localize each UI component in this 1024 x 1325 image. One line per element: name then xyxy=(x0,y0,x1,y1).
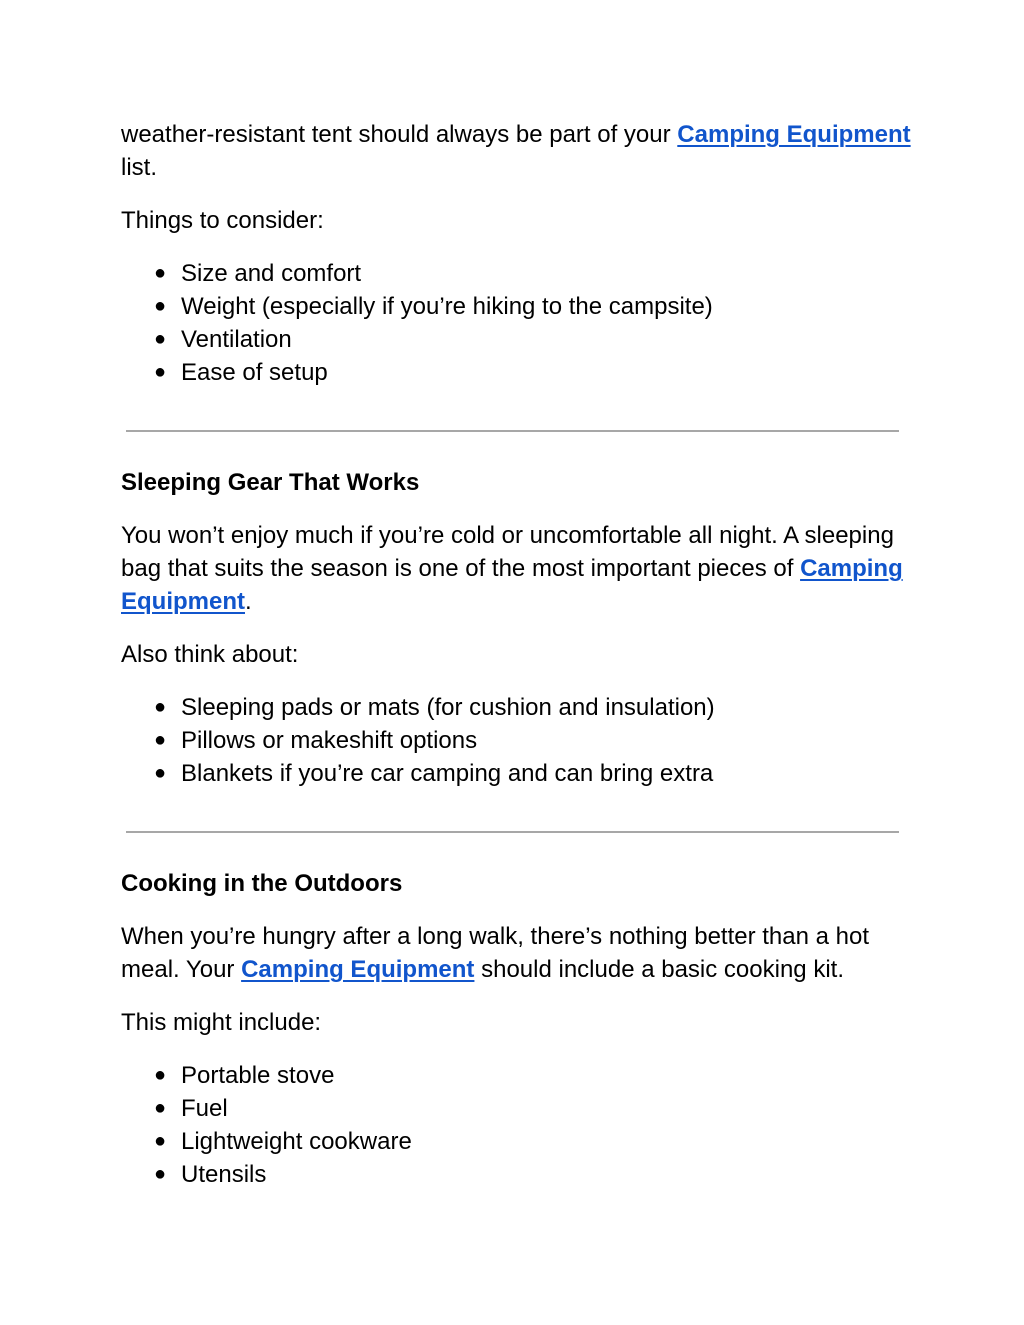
list-item: ● Weight (especially if you’re hiking to the campsite) xyxy=(121,290,911,323)
cooking-text-after: should include a basic cooking kit. xyxy=(474,956,844,983)
list-item: ● Lightweight cookware xyxy=(121,1125,911,1158)
cooking-heading: Cooking in the Outdoors xyxy=(121,870,403,897)
list-item: ● Ease of setup xyxy=(121,356,911,389)
list-item: ● Portable stove xyxy=(121,1059,911,1092)
bullet-icon: ● xyxy=(154,262,167,284)
list-item: ● Utensils xyxy=(121,1158,911,1191)
sleeping-list xyxy=(121,691,911,790)
sleeping-paragraph xyxy=(121,519,911,618)
bullet-icon: ● xyxy=(154,1163,167,1185)
list-item: ● Size and comfort xyxy=(121,257,911,290)
bullet-icon: ● xyxy=(154,729,167,751)
include-label: This might include: xyxy=(121,1009,322,1036)
list-item: ● Fuel xyxy=(121,1092,911,1125)
document-page xyxy=(121,118,911,1191)
camping-equipment-link[interactable]: Camping Equipment xyxy=(121,555,903,615)
bullet-icon: ● xyxy=(154,361,167,383)
cooking-paragraph xyxy=(121,920,911,986)
bullet-icon: ● xyxy=(154,328,167,350)
list-item: ● Blankets if you’re car camping and can bring extra xyxy=(121,757,911,790)
think-label: Also think about: xyxy=(121,641,299,668)
sleeping-heading: Sleeping Gear That Works xyxy=(121,469,420,496)
bullet-icon: ● xyxy=(154,762,167,784)
list-item: ● Sleeping pads or mats (for cushion and insulation) xyxy=(121,691,911,724)
camping-equipment-link[interactable]: Camping Equipment xyxy=(241,956,475,983)
sleeping-text-after: . xyxy=(245,588,252,615)
camping-equipment-link[interactable]: Camping Equipment xyxy=(677,121,911,148)
sleeping-text-before: You won’t enjoy much if you’re cold or uncomfortable all night. A sleeping bag that suits the season is one of the most important pieces of xyxy=(121,522,894,582)
bullet-icon: ● xyxy=(154,696,167,718)
bullet-icon: ● xyxy=(154,295,167,317)
cooking-text-before: When you’re hungry after a long walk, there’s nothing better than a hot meal. Your xyxy=(121,923,870,983)
intro-paragraph xyxy=(121,118,911,184)
bullet-icon: ● xyxy=(154,1130,167,1152)
tent-considerations-list xyxy=(121,257,911,389)
section-divider xyxy=(126,831,899,833)
list-item: ● Ventilation xyxy=(121,323,911,356)
cooking-list xyxy=(121,1059,911,1191)
intro-text-after: list. xyxy=(121,154,157,181)
bullet-icon: ● xyxy=(154,1064,167,1086)
bullet-icon: ● xyxy=(154,1097,167,1119)
section-divider xyxy=(126,430,899,432)
consider-label: Things to consider: xyxy=(121,207,324,234)
intro-text-before: weather-resistant tent should always be part of your xyxy=(121,121,678,148)
list-item: ● Pillows or makeshift options xyxy=(121,724,911,757)
